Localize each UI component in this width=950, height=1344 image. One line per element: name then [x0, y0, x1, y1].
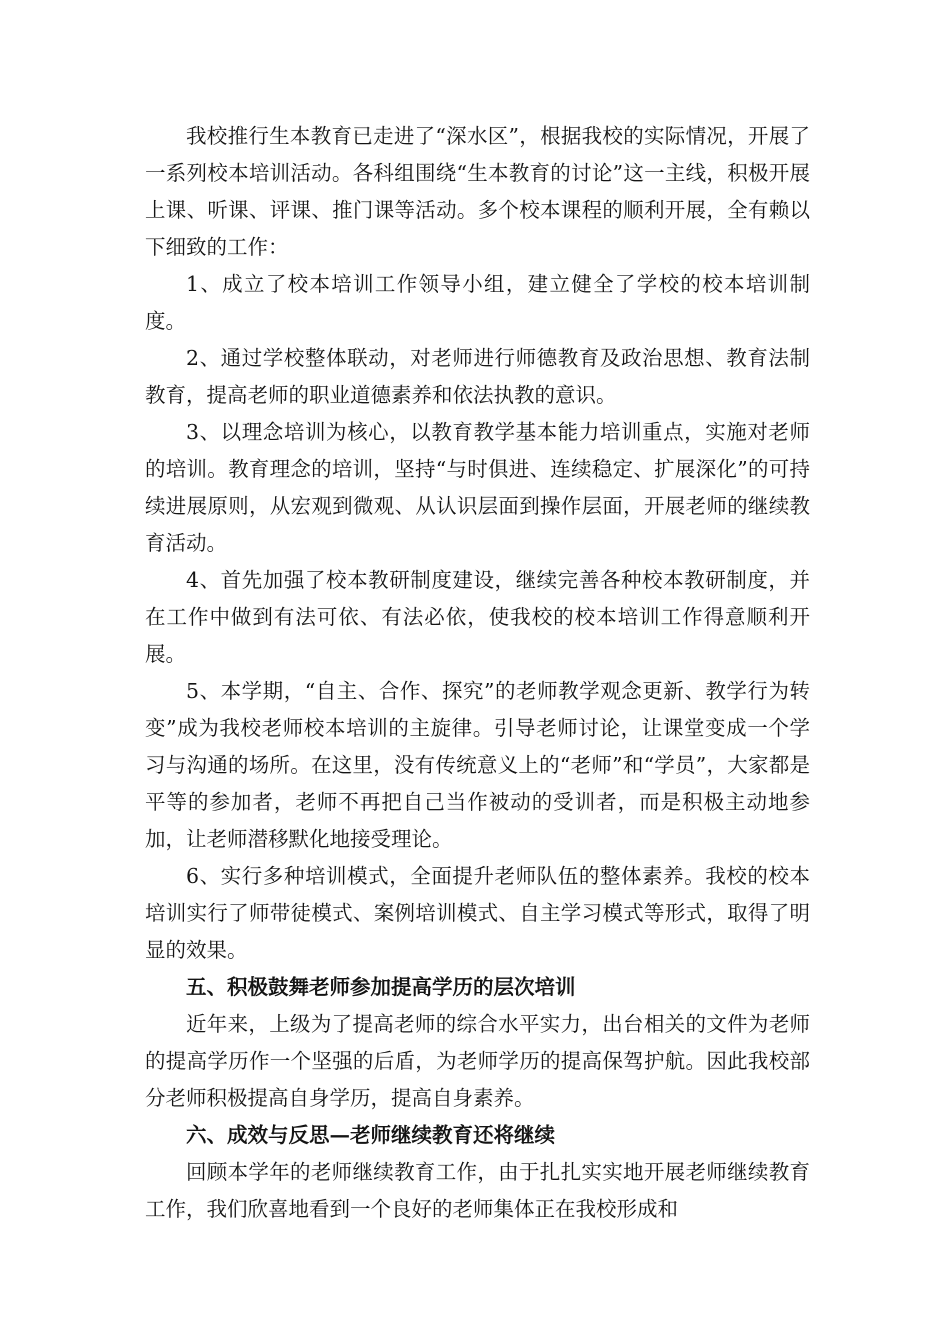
- list-item-paragraph: 6、实行多种培训模式，全面提升老师队伍的整体素养。我校的校本培训实行了师带徒模式、案例培训模式、自主学习模式等形式，取得了明显的效果。: [145, 864, 810, 962]
- list-item-paragraph: 5、本学期，“自主、合作、探究”的老师教学观念更新、教学行为转变”成为我校老师校本培训的主旋律。引导老师讨论，让课堂变成一个学习与沟通的场所。在这里，没有传统意义上的“老师”和“学员”，大家都是平等的参加者，老师不再把自己当作被动的受训者，而是积极主动地参加，让老师潜移默化地接受理论。: [145, 679, 810, 851]
- list-item-paragraph: 3、以理念培训为核心，以教育教学基本能力培训重点，实施对老师的培训。教育理念的培训，坚持“与时俱进、连续稳定、扩展深化”的可持续进展原则，从宏观到微观、从认识层面到操作层面，开展老师的继续教育活动。: [145, 420, 810, 555]
- section-heading: 六、成效与反思—老师继续教育还将继续: [186, 1123, 555, 1147]
- section-heading: 五、积极鼓舞老师参加提高学历的层次培训: [186, 975, 576, 999]
- body-paragraph: 回顾本学年的老师继续教育工作，由于扎扎实实地开展老师继续教育工作，我们欣喜地看到一个良好的老师集体正在我校形成和: [145, 1160, 810, 1221]
- list-item-paragraph: 4、首先加强了校本教研制度建设，继续完善各种校本教研制度，并在工作中做到有法可依、有法必依，使我校的校本培训工作得意顺利开展。: [145, 568, 810, 666]
- body-paragraph: 近年来，上级为了提高老师的综合水平实力，出台相关的文件为老师的提高学历作一个坚强的后盾，为老师学历的提高保驾护航。因此我校部分老师积极提高自身学历，提高自身素养。: [145, 1012, 810, 1110]
- document-page: [145, 118, 810, 1228]
- list-item-paragraph: 1、成立了校本培训工作领导小组，建立健全了学校的校本培训制度。: [145, 272, 810, 333]
- list-item-paragraph: 2、通过学校整体联动，对老师进行师德教育及政治思想、教育法制教育，提高老师的职业道德素养和依法执教的意识。: [145, 346, 810, 407]
- body-paragraph: 我校推行生本教育已走进了“深水区”，根据我校的实际情况，开展了一系列校本培训活动。各科组围绕“生本教育的讨论”这一主线，积极开展上课、听课、评课、推门课等活动。多个校本课程的顺利开展，全有赖以下细致的工作：: [145, 124, 810, 259]
